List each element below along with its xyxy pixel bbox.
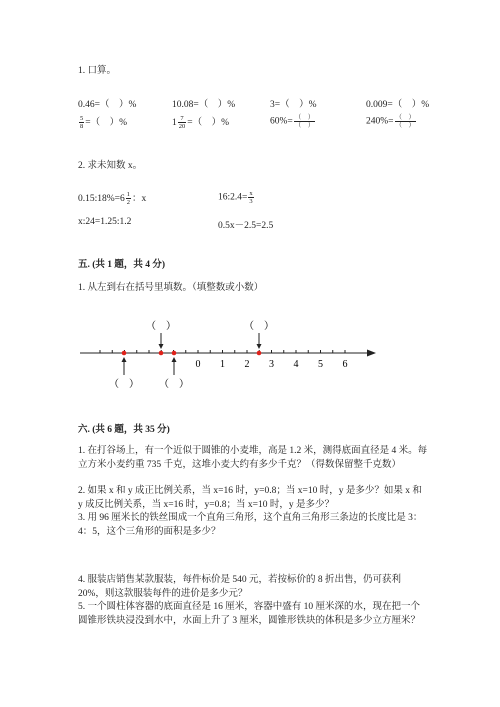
point-b [159,351,164,356]
oral-item-5: $\frac{5}{8}$ =（ ）% [80,115,128,131]
section-6-heading: 六. (共 6 题，共 35 分) [78,425,170,435]
arrowhead-icon [367,350,376,357]
fraction: $\frac{x}{3}$ [249,190,253,205]
oral-item-2: 10.08=（ ）% [172,100,236,110]
section-6-question-4: 4. 服装店销售某款服装，每件标价是 540 元，若按标价的 8 折出售，仍可获利 20%，则这款服装每件的进价是多少元？ [78,575,402,599]
oral-item-6: 1 $\frac{7}{20}$ =（ ）% [172,115,230,131]
oral-item-3: 3=（ ）% [270,100,317,110]
section-6-question-1: 1. 在打谷场上，有一个近似于圆锥的小麦堆，高是 1.2 米，测得底面直径是 4 米。每立方米小麦约重 735 千克，这堆小麦大约有多少千克？（得数保留整千克数） [78,446,428,470]
fraction: $\frac{1}{2}$ [126,191,131,207]
blank-bottom-2: （ ） [159,379,189,390]
question-1-title: 1. 口算。 [78,66,117,76]
tick-label: 5 [318,359,323,370]
question-2-title: 2. 求未知数 x。 [78,161,143,171]
fraction: $\frac{5}{8}$ [80,115,84,131]
section-6-question-2: 2. 如果 x 和 y 成正比例关系，当 x=16 时，y=0.8；当 x=10 时，y 是多少？如果 x 和 y 成反比例关系，当 x=16 时，y=0.8；当 x=10 时，y 是多少？ [78,486,422,510]
oral-item-8: 240%= $\frac{( )}{( )}$ [366,114,416,129]
oral-item-4: 0.009=（ ）% [366,100,430,110]
oral-item-1: 0.46=（ ）% [78,100,137,110]
section-5-question-1: 1. 从左到右在括号里填数。（填整数或小数） [78,283,264,293]
section-6-question-3: 3. 用 96 厘米长的铁丝围成一个直角三角形，这个直角三角形三条边的长度比是 3：4：5，这个三角形的面积是多少？ [78,513,423,537]
point-a [122,351,127,356]
tick-label: 3 [269,359,274,370]
point-d [257,351,262,356]
tick-label: 4 [293,359,299,370]
point-c [172,351,177,356]
oral-item-7: 60%= $\frac{( )}{( )}$ [270,114,315,129]
fraction: $\frac{( )}{( )}$ [395,114,416,129]
tick-label: 6 [342,359,348,370]
tick-labels [196,359,348,370]
equation-3: x:24=1.25:1.2 [78,217,132,227]
tick-label: 1 [220,359,225,370]
blank-bottom-1: （ ） [109,379,139,390]
number-line [70,315,390,395]
blank-top-2: （ ） [244,321,274,332]
tick-label: 0 [195,359,201,370]
equation-2: 16:2.4= $\frac{x}{3}$ [218,190,253,205]
equation-1: 0.15:18%=6 $\frac{1}{2}$ ：x [78,191,147,207]
blank-top-1: （ ） [146,321,176,332]
fraction: $\frac{( )}{( )}$ [294,114,315,129]
section-5-heading: 五. (共 1 题，共 4 分) [78,260,166,270]
tick-label: 2 [244,359,250,370]
section-6-question-5: 5. 一个圆柱体容器的底面直径是 16 厘米，容器中盛有 10 厘米深的水，现在把一个圆锥形铁块浸没到水中，水面上升了 3 厘米，圆锥形铁块的体积是多少立方厘米？ [78,602,421,626]
fraction: $\frac{7}{20}$ [178,115,186,131]
equation-4: 0.5x－2.5=2.5 [218,221,274,231]
tick-marks [100,350,345,353]
